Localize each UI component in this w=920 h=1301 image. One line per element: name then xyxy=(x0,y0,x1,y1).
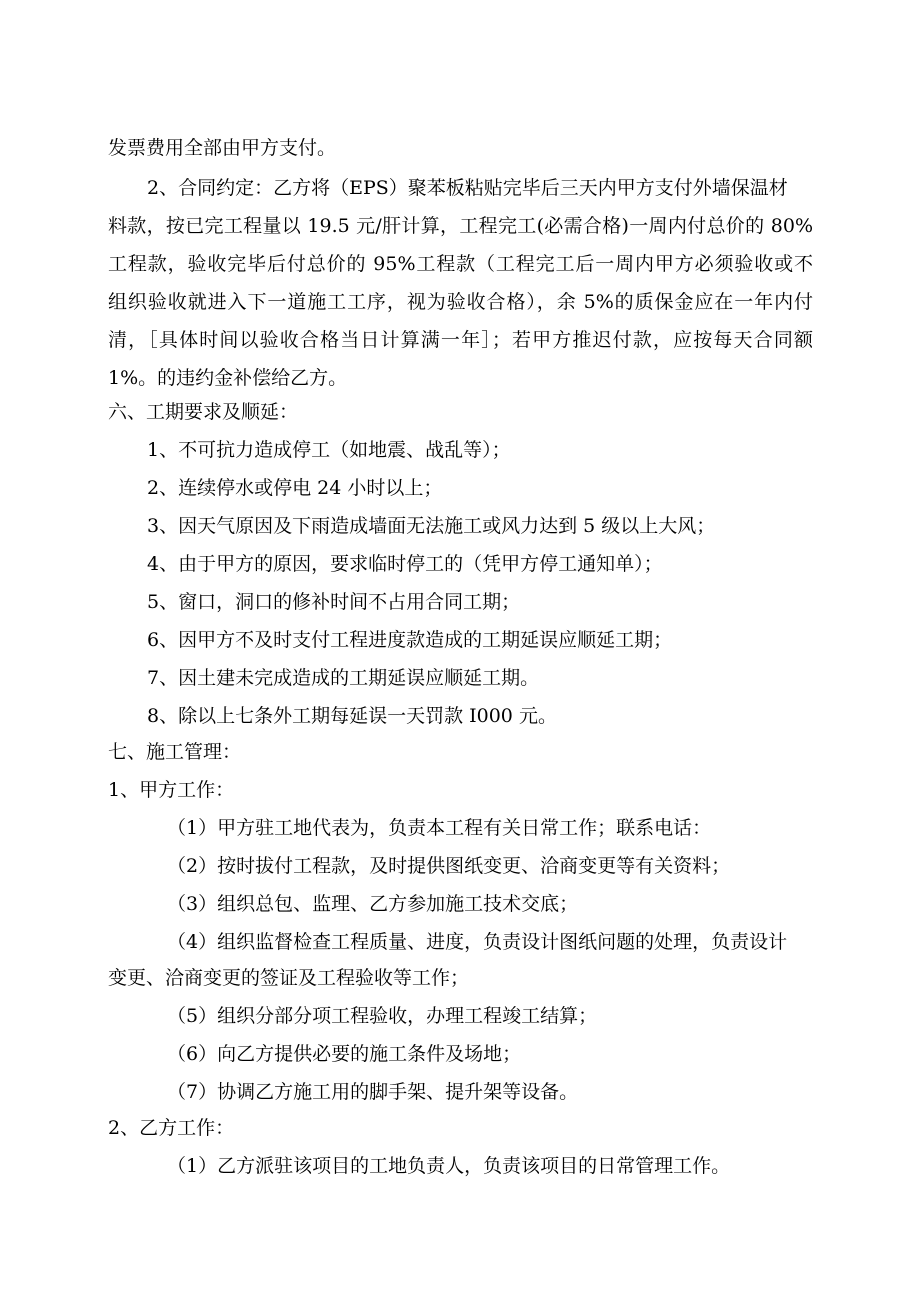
list-item: （5）组织分部分项工程验收，办理工程竣工结算； xyxy=(167,1005,598,1027)
section-heading-schedule: 六、工期要求及顺延： xyxy=(108,401,299,423)
list-item: （2）按时拔付工程款，及时提供图纸变更、洽商变更等有关资料； xyxy=(167,855,731,877)
clause-payment-line: 工程款，验收完毕后付总价的 95%工程款（工程完工后一周内甲方必须验收或不 xyxy=(108,253,813,275)
list-item: 4、由于甲方的原因，要求临时停工的（凭甲方停工通知单）； xyxy=(147,553,663,575)
list-item: （3）组织总包、监理、乙方参加施工技术交底； xyxy=(167,893,579,915)
list-item: （6）向乙方提供必要的施工条件及场地； xyxy=(167,1043,522,1065)
list-item: （7）协调乙方施工用的脚手架、提升架等设备。 xyxy=(167,1081,579,1103)
list-item: 2、连续停水或停电 24 小时以上； xyxy=(147,477,443,499)
paragraph-line: 发票费用全部由甲方支付。 xyxy=(108,137,337,159)
list-item: 3、因天气原因及下雨造成墙面无法施工或风力达到 5 级以上大风； xyxy=(147,515,716,537)
clause-payment-line: 2、合同约定：乙方将（EPS）聚苯板粘贴完毕后三天内甲方支付外墙保温材 xyxy=(147,177,788,199)
clause-payment-line: 1%。的违约金补偿给乙方。 xyxy=(108,367,348,389)
clause-payment-line: 料款，按已完工程量以 19.5 元/肝计算，工程完工(必需合格)一周内付总价的 80% xyxy=(108,215,813,237)
list-item: （1）乙方派驻该项目的工地负责人，负责该项目的日常管理工作。 xyxy=(167,1155,731,1177)
list-item: 7、因土建未完成造成的工期延误应顺延工期。 xyxy=(147,667,540,689)
list-item: 变更、洽商变更的签证及工程验收等工作； xyxy=(108,967,470,989)
list-item: 1、不可抗力造成停工（如地震、战乱等）； xyxy=(147,439,511,461)
list-item: （1）甲方驻工地代表为，负责本工程有关日常工作；联系电话： xyxy=(167,817,712,839)
list-item: 8、除以上七条外工期每延误一天罚款 I000 元。 xyxy=(147,705,557,727)
list-item: （4）组织监督检查工程质量、进度，负责设计图纸问题的处理，负责设计 xyxy=(167,931,788,953)
list-item: 6、因甲方不及时支付工程进度款造成的工期延误应顺延工期； xyxy=(147,629,673,651)
subsection-heading-party-b: 2、乙方工作： xyxy=(108,1117,235,1139)
clause-payment-line: 组织验收就进入下一道施工工序，视为验收合格），余 5%的质保金应在一年内付 xyxy=(108,291,813,313)
subsection-heading-party-a: 1、甲方工作： xyxy=(108,779,235,801)
list-item: 5、窗口，洞口的修补时间不占用合同工期； xyxy=(147,591,521,613)
section-heading-management: 七、施工管理： xyxy=(108,741,242,763)
clause-payment-line: 清，［具体时间以验收合格当日计算满一年］；若甲方推迟付款，应按每天合同额 xyxy=(108,329,813,351)
